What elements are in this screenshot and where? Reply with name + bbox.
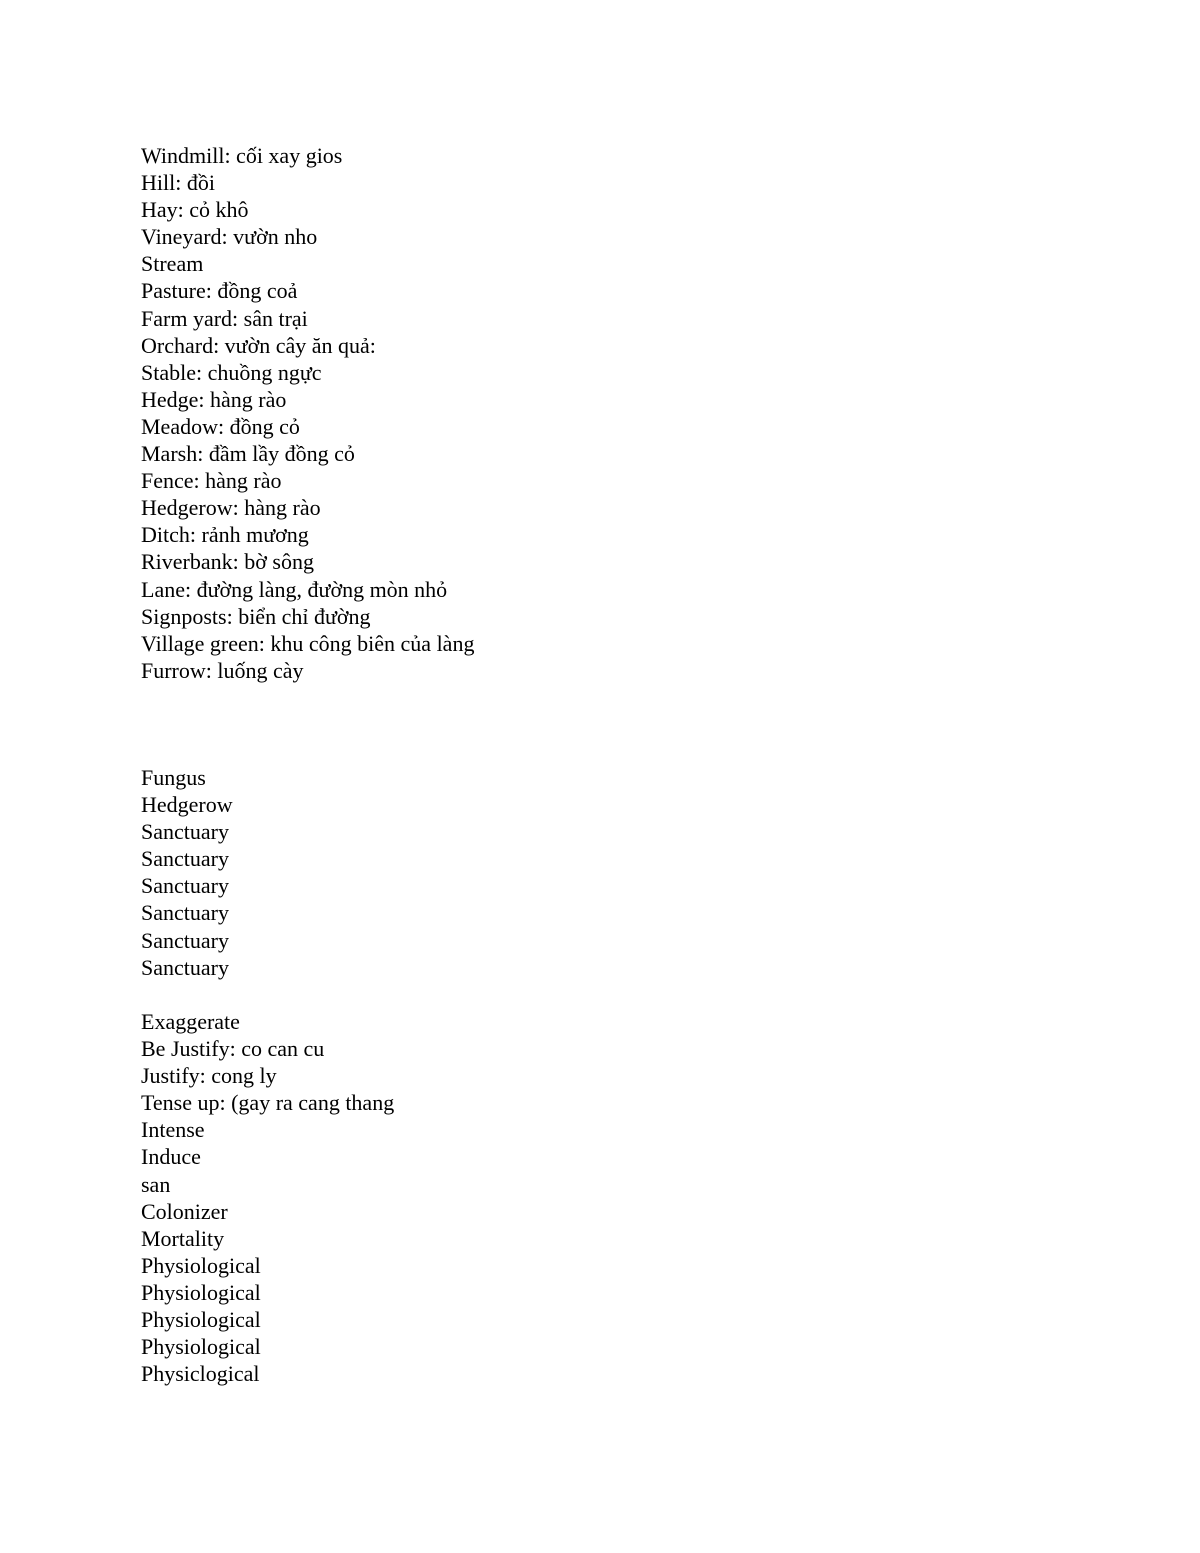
text-line: Hill: đồi: [141, 170, 215, 196]
text-line: Lane: đường làng, đường mòn nhỏ: [141, 576, 448, 602]
text-line: Hay: cỏ khô: [141, 197, 249, 223]
text-line: Pasture: đồng coả: [141, 278, 298, 304]
text-line: Farm yard: sân trại: [141, 305, 308, 331]
text-line: Mortality: [141, 1225, 225, 1251]
text-line: Induce: [141, 1144, 201, 1170]
text-line: Sanctuary: [141, 927, 229, 953]
word-list-second: [141, 764, 233, 981]
text-line: Colonizer: [141, 1198, 228, 1224]
text-line: Meadow: đồng cỏ: [141, 413, 300, 439]
text-line: Hedgerow: hàng rào: [141, 495, 321, 521]
text-line: Physiological: [141, 1252, 261, 1278]
text-line: Hedgerow: [141, 792, 233, 818]
text-line: Sanctuary: [141, 900, 229, 926]
text-line: Ditch: rảnh mương: [141, 522, 309, 548]
text-line: Marsh: đầm lầy đồng cỏ: [141, 441, 355, 467]
vocabulary-list-countryside: [141, 142, 474, 684]
text-line: Signposts: biển chỉ đường: [141, 603, 371, 629]
text-line: Justify: cong ly: [141, 1063, 277, 1089]
text-line: Fungus: [141, 765, 206, 790]
text-line: Stable: chuồng ngực: [141, 359, 322, 385]
text-line: Riverbank: bờ sông: [141, 549, 314, 575]
text-line: Vineyard: vườn nho: [141, 224, 318, 250]
text-line: Sanctuary: [141, 819, 229, 845]
text-line: Physiological: [141, 1279, 261, 1305]
text-line: Stream: [141, 251, 204, 277]
text-line: Physiological: [141, 1307, 261, 1333]
text-line: Village green: khu công biên của làng: [141, 630, 475, 656]
text-line: Fence: hàng rào: [141, 468, 282, 494]
text-line: Sanctuary: [141, 873, 229, 899]
text-line: Physiological: [141, 1334, 261, 1360]
text-line: san: [141, 1171, 171, 1197]
text-line: Hedge: hàng rào: [141, 386, 287, 412]
text-line: Be Justify: co can cu: [141, 1036, 325, 1062]
text-line: Windmill: cối xay gios: [141, 143, 343, 168]
text-line: Physiclogical: [141, 1361, 260, 1387]
text-line: Tense up: (gay ra cang thang: [141, 1090, 395, 1116]
text-line: Sanctuary: [141, 846, 229, 872]
text-line: Orchard: vườn cây ăn quả:: [141, 332, 376, 358]
text-line: Furrow: luống cày: [141, 657, 304, 683]
text-line: Intense: [141, 1117, 205, 1143]
text-line: Sanctuary: [141, 954, 229, 980]
text-line: Exaggerate: [141, 1009, 240, 1034]
word-list-third: [141, 1008, 394, 1387]
